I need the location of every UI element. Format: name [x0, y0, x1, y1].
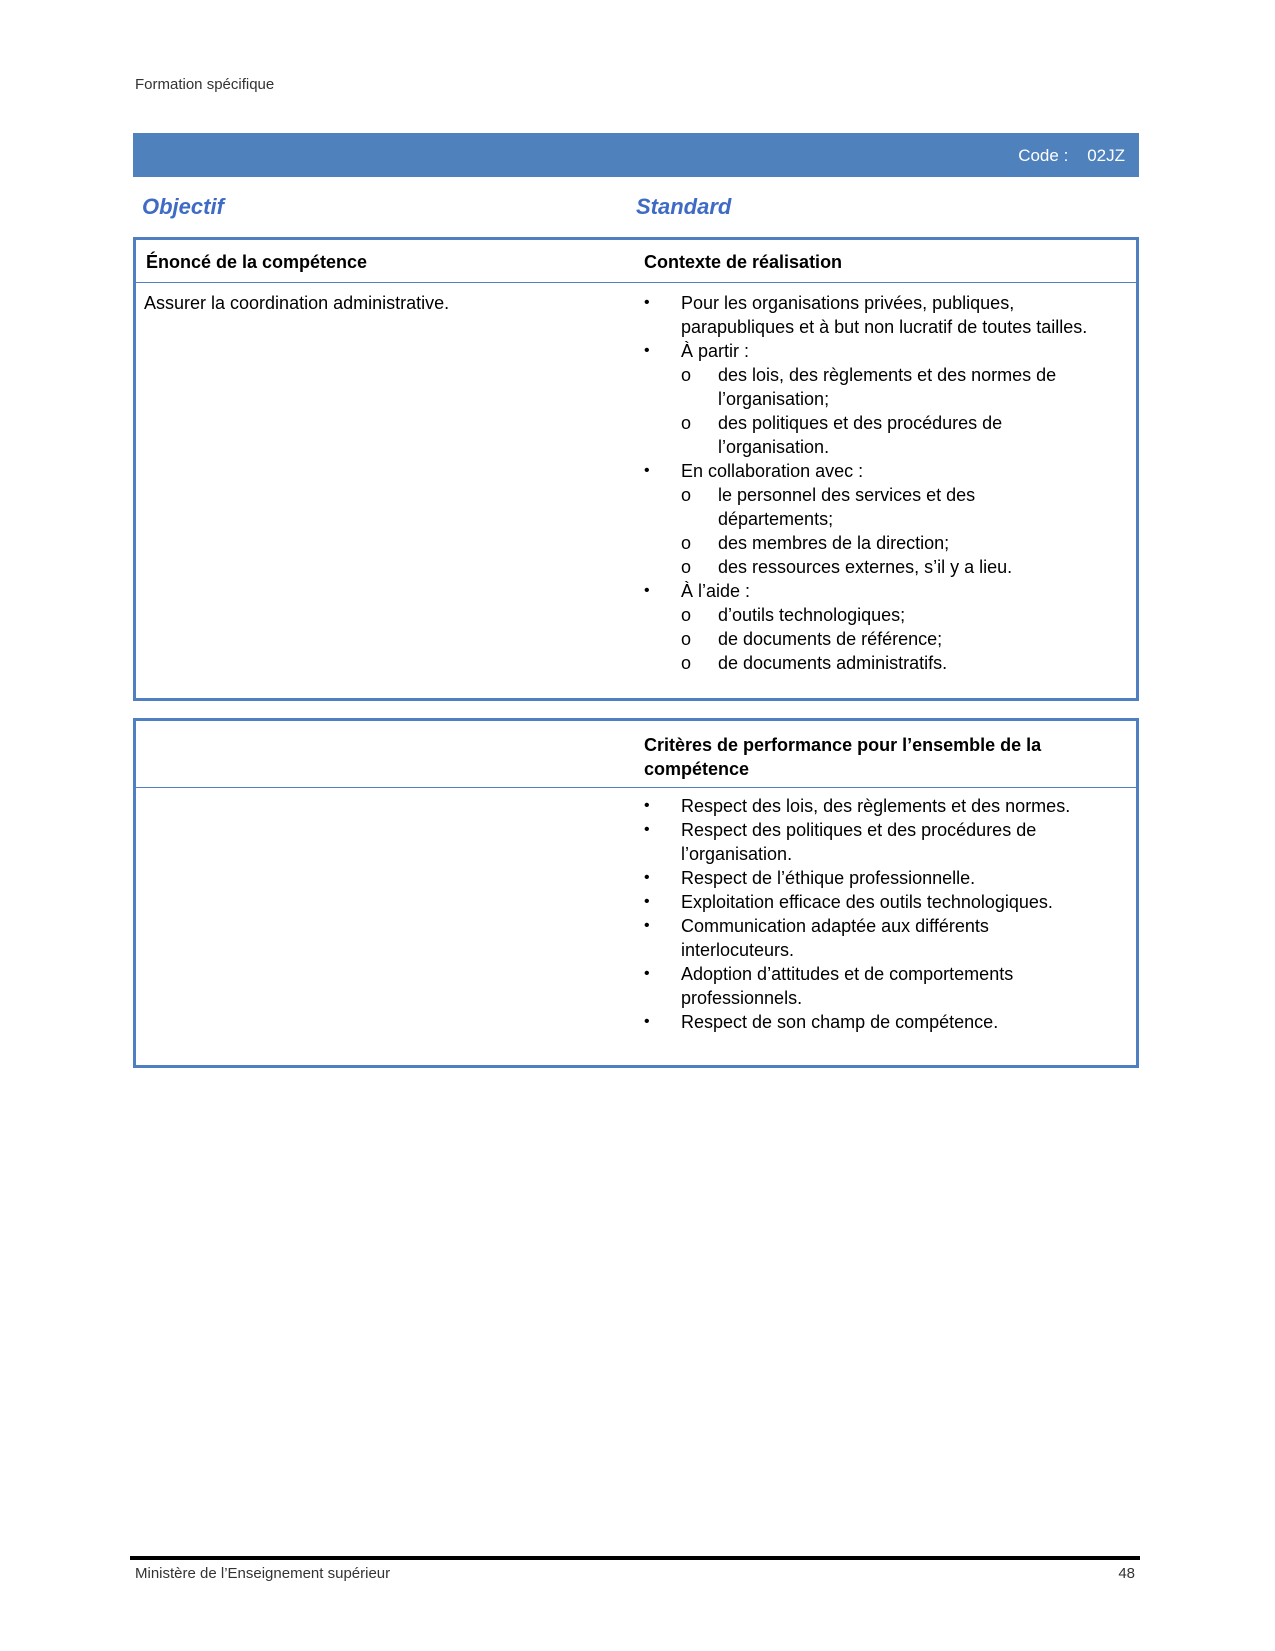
context-item-text: À partir :	[681, 341, 750, 361]
criteria-divider	[136, 787, 1136, 788]
competency-code	[1018, 146, 1125, 166]
criteria-item: • Adoption d’attitudes et de comportements professionnels.	[644, 962, 1094, 1010]
context-subitem: o le personnel des services et des départements;	[681, 483, 1094, 531]
context-subitem: o des membres de la direction;	[681, 531, 1094, 555]
footer-rule	[130, 1556, 1140, 1560]
context-subitem: o de documents administratifs.	[681, 651, 1094, 675]
context-item	[644, 291, 1094, 339]
context-item-text: Pour les organisations privées, publiques, parapubliques et à but non lucratif de toutes tailles.	[681, 293, 1088, 337]
context-column-header: Contexte de réalisation	[644, 252, 843, 272]
code-banner	[133, 133, 1139, 177]
page-number: 48	[1118, 1565, 1135, 1582]
criteria-item: • Exploitation efficace des outils technologiques.	[644, 890, 1094, 914]
criteria-item: • Respect de l’éthique professionnelle.	[644, 866, 1094, 890]
competence-table	[133, 237, 1139, 701]
context-item-text: En collaboration avec :	[681, 461, 864, 481]
competence-statement: Assurer la coordination administrative.	[144, 293, 450, 313]
context-item	[644, 579, 1094, 675]
objective-heading: Objectif	[142, 194, 224, 219]
criteria-item: • Respect de son champ de compétence.	[644, 1010, 1094, 1034]
context-item	[644, 459, 1094, 579]
context-list	[644, 291, 1094, 675]
code-label: Code :	[1018, 146, 1069, 165]
statement-column-header: Énoncé de la compétence	[146, 252, 368, 272]
context-subitem: o des lois, des règlements et des normes de l’organisation;	[681, 363, 1094, 411]
criteria-item: • Respect des politiques et des procédures de l’organisation.	[644, 818, 1094, 866]
context-item-text: À l’aide :	[681, 581, 751, 601]
context-subitem: o de documents de référence;	[681, 627, 1094, 651]
context-subitem: o des politiques et des procédures de l’organisation.	[681, 411, 1094, 459]
section-label: Formation spécifique	[135, 76, 275, 93]
criteria-header: Critères de performance pour l’ensemble de la compétence	[644, 735, 1042, 779]
context-sublist	[681, 603, 1094, 675]
context-sublist	[681, 363, 1094, 459]
criteria-item: • Communication adaptée aux différents interlocuteurs.	[644, 914, 1094, 962]
criteria-item: • Respect des lois, des règlements et des normes.	[644, 794, 1094, 818]
criteria-table	[133, 718, 1139, 1068]
header-divider	[136, 282, 1136, 283]
context-subitem: o des ressources externes, s’il y a lieu.	[681, 555, 1094, 579]
context-item	[644, 339, 1094, 459]
footer-ministry: Ministère de l’Enseignement supérieur	[135, 1565, 391, 1582]
code-value: 02JZ	[1087, 146, 1125, 165]
criteria-list	[644, 794, 1094, 1034]
context-sublist	[681, 483, 1094, 579]
standard-heading: Standard	[636, 194, 732, 219]
context-subitem: o d’outils technologiques;	[681, 603, 1094, 627]
